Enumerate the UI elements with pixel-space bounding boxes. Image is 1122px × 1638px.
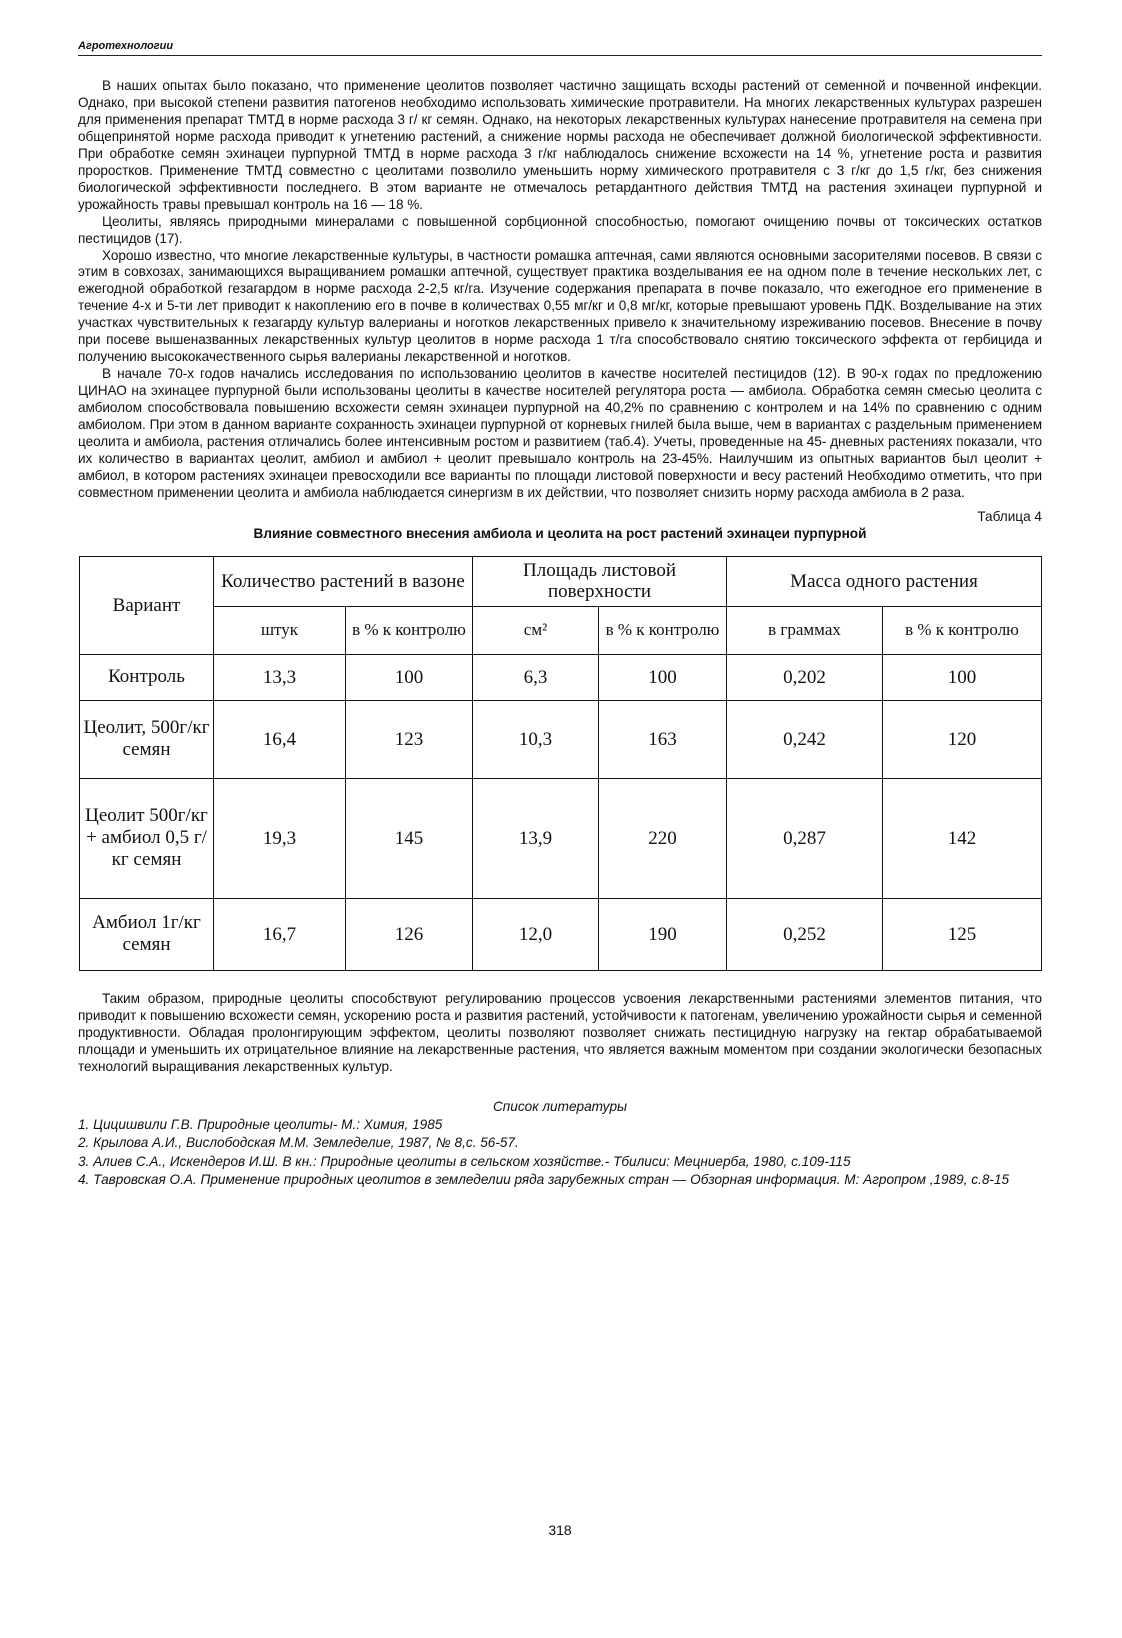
row-label: Контроль (80, 654, 214, 700)
running-head: Агротехнологии (78, 40, 1042, 56)
reference-item: 2. Крылова А.И., Вислободская М.М. Земледелие, 1987, № 8,с. 56-57. (78, 1135, 519, 1151)
header-group: Площадь листовой поверхности (473, 556, 727, 606)
table-cell: 100 (346, 654, 473, 700)
table-cell: 0,202 (727, 654, 883, 700)
table-title: Влияние совместного внесения амбиола и цеолита на рост растений эхинацеи пурпурной (253, 525, 867, 541)
conclusion-paragraph: Таким образом, природные цеолиты способствуют регулированию процессов усвоения лекарственными растениями элементов питания, что приводит к повышению всхожести семян, ускорению роста и развития растений, устойчивости к патогенам, увеличению урожайности сырья и семенной продуктивности. Обладая пролонгирующим эффектом, цеолиты позволяют позволяет снижать пестицидную нагрузку на гектар обрабатываемой площади и уменьшить их отрицательное влияние на лекарственные растения, что является важным моментом при создании экологически безопасных технологий выращивания лекарственных культур. (78, 990, 1042, 1074)
table-cell: 12,0 (473, 898, 599, 970)
table-cell: 19,3 (214, 778, 346, 898)
header-sub: в % к контролю (599, 606, 727, 654)
header-variant: Вариант (80, 556, 214, 654)
table-cell: 125 (883, 898, 1042, 970)
header-sub: в % к контролю (346, 606, 473, 654)
table-cell: 123 (346, 700, 473, 778)
table-cell: 16,4 (214, 700, 346, 778)
header-sub: штук (214, 606, 346, 654)
table-cell: 13,3 (214, 654, 346, 700)
header-sub: в % к контролю (883, 606, 1042, 654)
table-row (80, 898, 1042, 970)
table-cell: 0,252 (727, 898, 883, 970)
table-cell: 142 (883, 778, 1042, 898)
row-label: Амбиол 1г/кг семян (80, 898, 214, 970)
header-sub: см² (473, 606, 599, 654)
row-label: Цеолит 500г/кг + амбиол 0,5 г/кг семян (80, 778, 214, 898)
reference-item: 3. Алиев С.А., Искендеров И.Ш. В кн.: Природные цеолиты в сельском хозяйстве.- Тбилиси: Мецниерба, 1980, с.109-115 (78, 1153, 851, 1169)
table-cell: 120 (883, 700, 1042, 778)
table-cell: 13,9 (473, 778, 599, 898)
table-row (80, 654, 1042, 700)
reference-item: 1. Цицишвили Г.В. Природные цеолиты- М.: Химия, 1985 (78, 1116, 443, 1132)
header-group: Количество растений в вазоне (214, 556, 473, 606)
table-number: Таблица 4 (977, 508, 1042, 524)
references-title: Список литературы (492, 1098, 628, 1114)
reference-item: 4. Тавровская О.А. Применение природных цеолитов в земледелии ряда зарубежных стран — Обзорная информация. М: Агропром ,1989, с.8-15 (78, 1172, 1010, 1188)
table-cell: 6,3 (473, 654, 599, 700)
header-group: Масса одного растения (727, 556, 1042, 606)
row-label: Цеолит, 500г/кг семян (80, 700, 214, 778)
table-cell: 220 (599, 778, 727, 898)
table-row (80, 778, 1042, 898)
table-cell: 100 (883, 654, 1042, 700)
header-sub: в граммах (727, 606, 883, 654)
document-page (78, 40, 1042, 1630)
table-cell: 190 (599, 898, 727, 970)
table-subheader-row (80, 606, 1042, 654)
data-table (79, 556, 1042, 971)
table-cell: 126 (346, 898, 473, 970)
table-cell: 100 (599, 654, 727, 700)
table-cell: 0,242 (727, 700, 883, 778)
body-paragraph: В наших опытах было показано, что применение цеолитов позволяет частично защищать всходы растений от семенной и почвенной инфекции. Однако, при высокой степени развития патогенов необходимо использовать химические протравители. На многих лекарственных культурах разрешен для применения препарат ТМТД в норме расхода 3 г/ кг семян. Однако, на некоторых лекарственных культурах нанесение протравителя на семена при общепринятой норме расхода приводит к угнетению растений, а снижение нормы расхода не обеспечивает должной биологической эффективности. При обработке семян эхинацеи пурпурной ТМТД в норме расхода 3 г/кг наблюдалось снижение всхожести на 14 %, угнетение роста и развития проростков. Применение ТМТД совместно с цеолитами позволило уменьшить норму химического протравителя с 3 г/кг до 1,5 г/кг, без снижения биологической эффективности последнего. В этом варианте не отмечалось ретардантного действия ТМТД на растения эхинацеи пурпурной и урожайность травы превышал контроль на 16 — 18 %. (78, 78, 1042, 212)
body-paragraph: Хорошо известно, что многие лекарственные культуры, в частности ромашка аптечная, сами являются основными засорителями посевов. В связи с этим в совхозах, занимающихся выращиванием ромашки аптечной, существует практика возделывания ее на одном поле в течение нескольких лет, с ежегодной обработкой гезагардом в норме расхода 2-2,5 кг/га. Изучение содержания препарата в почве показало, что ежегодное его применение в течение 4-х и 5-ти лет приводит к накоплению его в почве в количествах 0,55 мг/кг и 0,8 мг/кг, которые превышают уровень ПДК. Возделывание на этих участках чувствительных к гезагарду культур валерианы и ноготков лекарственных привело к значительному изреживанию посевов. Внесение в почву при посеве вышеназванных лекарственных культур цеолитов в норме расхода 1 т/га способствовало снятию токсического эффекта от гербицида и получению высококачественного сырья валерианы лекарственной и ноготков. (78, 247, 1042, 365)
table-cell: 16,7 (214, 898, 346, 970)
table-cell: 145 (346, 778, 473, 898)
page-number: 318 (548, 1522, 572, 1538)
table-cell: 163 (599, 700, 727, 778)
table-row (80, 700, 1042, 778)
table-cell: 0,287 (727, 778, 883, 898)
body-paragraph: В начале 70-х годов начались исследования по использованию цеолитов в качестве носителей пестицидов (12). В 90-х годах по предложению ЦИНАО на эхинацее пурпурной были использованы цеолиты в качестве носителей регулятора роста — амбиола. Обработка семян смесью цеолита с амбиолом способствовала повышению всхожести семян эхинацеи пурпурной на 40,2% по сравнению с контролем и на 14% по сравнению с одним амбиолом. При этом в данном варианте сохранность эхинацеи пурпурной от корневых гнилей была выше, чем в вариантах с раздельным применением цеолита и амбиола, растения отличались более интенсивным ростом и развитием (таб.4). Учеты, проведенные на 45- дневных растениях показали, что их количество в вариантах цеолит, амбиол и амбиол + цеолит превышало контроль на 23-45%. Наилучшим из опытных вариантов был цеолит + амбиол, в котором растениях эхинацеи превосходили все варианты по площади листовой поверхности и весу растений Необходимо отметить, что при совместном применении цеолита и амбиола наблюдается синергизм в их действии, что позволяет снизить норму расхода амбиола в 2 раза. (78, 366, 1042, 500)
table-cell: 10,3 (473, 700, 599, 778)
table-header-row (80, 556, 1042, 606)
body-paragraph: Цеолиты, являясь природными минералами с повышенной сорбционной способностью, помогают очищению почвы от токсических остатков пестицидов (17). (78, 213, 1042, 246)
